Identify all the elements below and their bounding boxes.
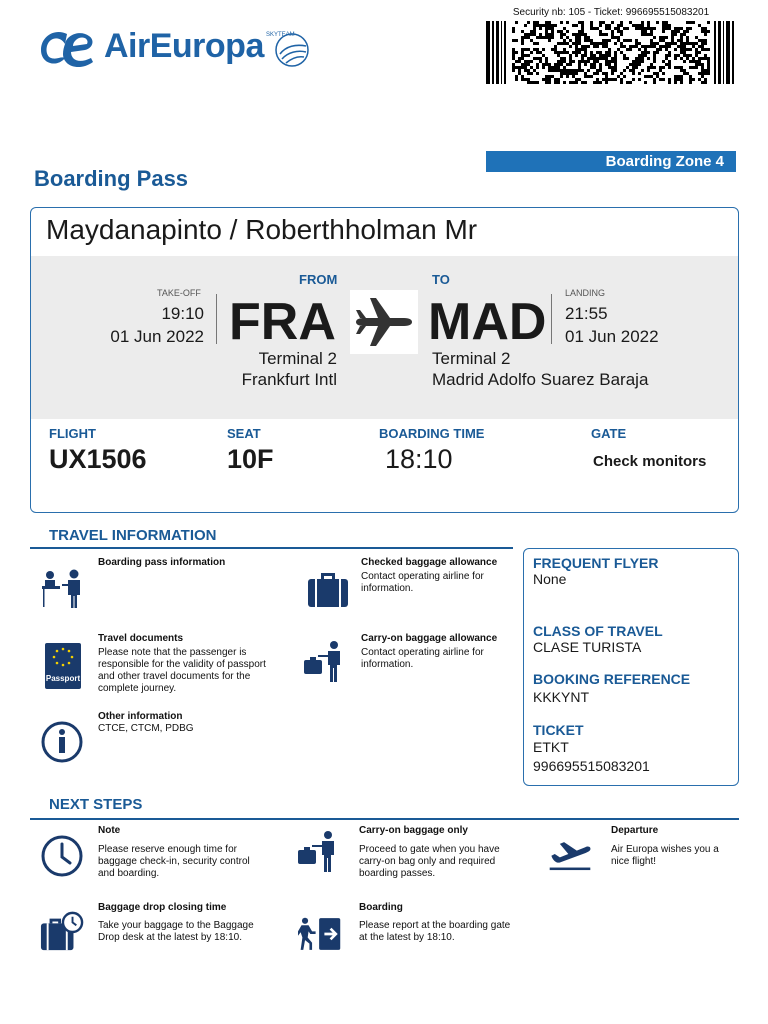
- class-of-travel-label: CLASS OF TRAVEL: [533, 623, 663, 639]
- ticket-type: ETKT: [533, 739, 569, 755]
- step-title: Departure: [611, 825, 659, 836]
- to-label: TO: [432, 272, 450, 287]
- clock-icon: [40, 834, 84, 878]
- boarding-gate-icon: [298, 912, 342, 956]
- plane-icon: [350, 290, 418, 354]
- ticket-number: 996695515083201: [533, 758, 650, 774]
- divider: [216, 294, 217, 344]
- booking-reference-label: BOOKING REFERENCE: [533, 671, 691, 687]
- step-title: Carry-on baggage only: [359, 825, 468, 836]
- section-divider: [30, 547, 513, 549]
- boarding-zone-bar: Boarding Zone 4: [486, 151, 736, 172]
- seat-label: SEAT: [227, 426, 261, 441]
- class-of-travel-value: CLASE TURISTA: [533, 639, 642, 655]
- step-body: Proceed to gate when you have carry-on bag only and required boarding passes.: [359, 844, 500, 879]
- info-item-title: Other information: [98, 711, 183, 722]
- info-icon: [40, 720, 84, 764]
- luggage-clock-icon: [40, 910, 84, 954]
- next-steps-title: NEXT STEPS: [49, 796, 143, 813]
- suitcase-icon: [306, 568, 350, 612]
- info-item-body: Contact operating airline for information.: [361, 647, 484, 670]
- departure-iata: FRA: [229, 293, 336, 351]
- passenger-name: Maydanapinto / Roberthholman Mr: [46, 214, 478, 245]
- flight-number: UX1506: [49, 444, 147, 474]
- step-title: Note: [98, 825, 121, 836]
- step-title: Baggage drop closing time: [98, 902, 227, 913]
- step-title: Boarding: [359, 902, 403, 913]
- landing-label: LANDING: [565, 288, 606, 298]
- air-europa-logo-icon: [37, 26, 99, 70]
- from-label: FROM: [299, 272, 338, 287]
- frequent-flyer-value: None: [533, 571, 567, 587]
- skyteam-logo-icon: [262, 24, 314, 76]
- person-with-luggage-icon: [296, 830, 340, 874]
- arrival-airport: Madrid Adolfo Suarez Baraja: [432, 370, 649, 389]
- page-title: Boarding Pass: [34, 166, 189, 191]
- takeoff-plane-icon: [548, 832, 592, 876]
- gate-value: Check monitors: [593, 453, 707, 470]
- section-divider: [30, 818, 739, 820]
- passport-icon: [45, 643, 81, 689]
- info-item-body: Please note that the passenger is responsible for the validity of passport and other travel documents for the complete journey.: [98, 647, 266, 694]
- boarding-time-label: BOARDING TIME: [379, 426, 485, 441]
- departure-time: 19:10: [161, 304, 204, 323]
- arrival-terminal: Terminal 2: [432, 349, 511, 368]
- info-item-body: CTCE, CTCM, PDBG: [98, 723, 194, 734]
- arrival-iata: MAD: [428, 293, 547, 351]
- person-with-luggage-icon: [302, 640, 346, 684]
- arrival-time: 21:55: [565, 304, 608, 323]
- skyteam-text: SKYTEAM: [266, 32, 295, 38]
- info-item-title: Checked baggage allowance: [361, 557, 498, 568]
- step-body: Air Europa wishes you a nice flight!: [611, 844, 719, 867]
- check-in-desk-icon: [40, 568, 84, 612]
- barcode-icon: [486, 21, 736, 84]
- info-item-title: Travel documents: [98, 633, 184, 644]
- passport-icon-label: Passport: [45, 674, 81, 683]
- info-item-title: Carry-on baggage allowance: [361, 633, 498, 644]
- step-body: Take your baggage to the Baggage Drop desk at the latest by 18:10.: [98, 920, 254, 943]
- departure-terminal: Terminal 2: [258, 349, 337, 368]
- info-item-title: Boarding pass information: [98, 557, 226, 568]
- flight-label: FLIGHT: [49, 426, 96, 441]
- departure-airport: Frankfurt Intl: [241, 370, 337, 389]
- booking-reference-value: KKKYNT: [533, 689, 590, 705]
- takeoff-label: TAKE-OFF: [157, 288, 201, 298]
- security-ticket-line: Security nb: 105 - Ticket: 996695515083201: [512, 7, 710, 18]
- boarding-time: 18:10: [385, 444, 453, 474]
- divider: [551, 294, 552, 344]
- seat-number: 10F: [227, 444, 274, 474]
- airline-name: AirEuropa: [104, 27, 264, 65]
- departure-date: 01 Jun 2022: [110, 327, 204, 346]
- travel-information-title: TRAVEL INFORMATION: [49, 527, 217, 544]
- arrival-date: 01 Jun 2022: [565, 327, 659, 346]
- step-body: Please report at the boarding gate at the latest by 18:10.: [359, 920, 511, 943]
- info-item-body: Contact operating airline for information.: [361, 571, 484, 594]
- gate-label: GATE: [591, 426, 627, 441]
- frequent-flyer-label: FREQUENT FLYER: [533, 555, 659, 571]
- step-body: Please reserve enough time for baggage check-in, security control and boarding.: [98, 844, 250, 879]
- ticket-label: TICKET: [533, 722, 584, 738]
